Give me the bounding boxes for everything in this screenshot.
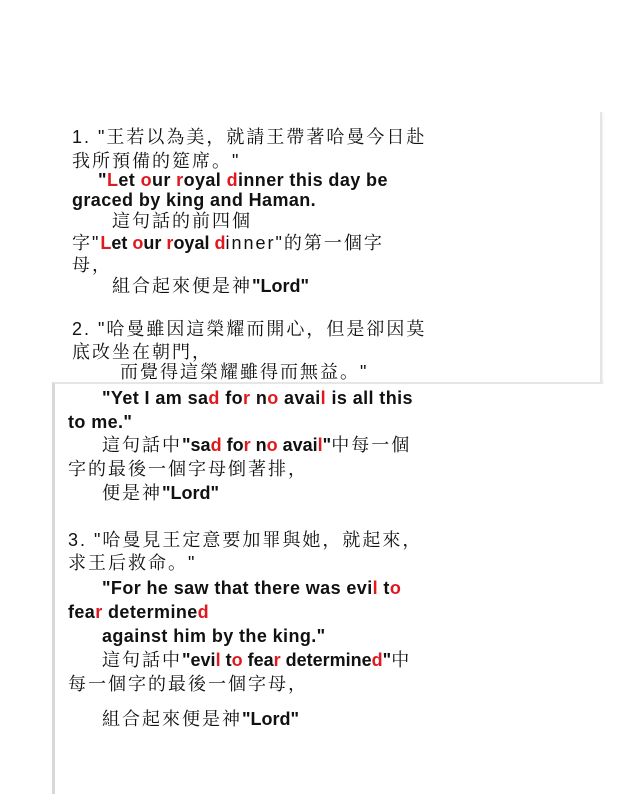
s2-english-line1: "Yet I am sad for no avail is all this — [102, 388, 413, 408]
s2-line6: 這句話中"sad for no avail"中每一個 — [102, 435, 412, 455]
s2-line1: 2. "哈曼雖因這榮耀而開心，但是卻因莫 — [72, 319, 427, 339]
s1-english-line2: graced by king and Haman. — [72, 190, 317, 210]
s1-line2: 我所預備的筵席。" — [72, 151, 241, 171]
s3-line7: 每一個字的最後一個字母， — [68, 674, 308, 694]
s3-english-line3: against him by the king." — [102, 626, 326, 646]
s2-line2: 底改坐在朝門， — [72, 342, 212, 362]
s1-line6: 字"Let our royal dinner"的第一個字 — [72, 233, 384, 253]
s1-line7: 母， — [72, 255, 112, 275]
s2-line3: 而覺得這榮耀雖得而無益。" — [120, 362, 369, 382]
s3-line2: 求王后救命。" — [68, 553, 197, 573]
s3-line6: 這句話中"evil to fear determined"中 — [102, 650, 412, 670]
s2-line8: 便是神"Lord" — [102, 483, 220, 503]
s1-line5: 這句話的前四個 — [112, 211, 252, 231]
s2-english-line2: to me." — [68, 412, 133, 432]
s1-line1: 1. "王若以為美，就請王帶著哈曼今日赴 — [72, 127, 427, 147]
s1-english-line1: "Let our royal dinner this day be — [98, 170, 388, 190]
s2-line7: 字的最後一個字母倒著排， — [68, 459, 308, 479]
s3-english-line1: "For he saw that there was evil to — [102, 578, 402, 598]
s3-english-line2: fear determined — [68, 602, 210, 622]
s3-line8: 組合起來便是神"Lord" — [102, 709, 300, 729]
s1-line8: 組合起來便是神"Lord" — [112, 276, 310, 296]
s3-line1: 3. "哈曼見王定意要加罪與她，就起來， — [68, 530, 423, 550]
